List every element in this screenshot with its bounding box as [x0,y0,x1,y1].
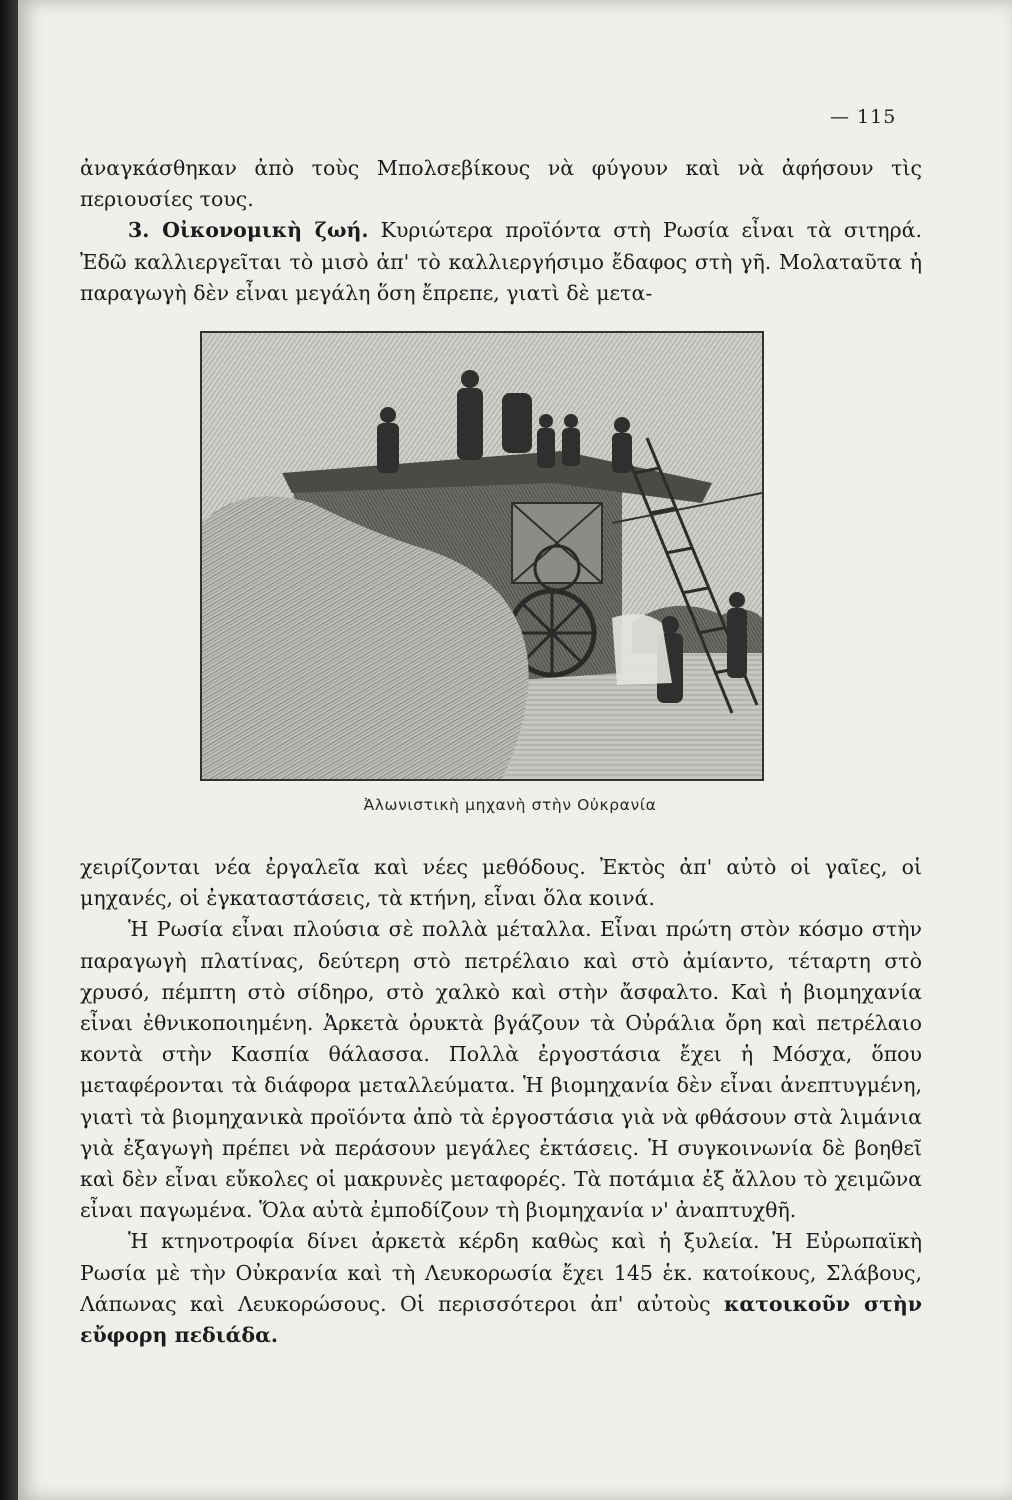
page-binding-edge [0,0,18,1500]
paragraph-metals: Ἡ Ρωσία εἶναι πλούσια σὲ πολλὰ μέταλλα. Εἶναι πρώτη στὸν κόσμο στὴν παραγωγὴ πλατίνας, δεύτερη στὸ πετρέλαιο καὶ στὸ ἀμίαντο, τέταρτη στὸ χρυσό, πέμπτη στὸ σίδηρο, στὸ χαλκὸ καὶ στὴν ἄσφαλτο. Καὶ ἡ βιομηχανία εἶναι ἐθνικοποιημένη. Ἀρκετὰ ὀρυκτὰ βγάζουν τὰ Οὐράλια ὄρη καὶ πετρέλαιο κοντὰ στὴν Κασπία θάλασσα. Πολλὰ ἐργοστάσια ἔχει ἡ Μόσχα, ὅπου μεταφέρονται τὰ διάφορα μεταλλεύματα. Ἡ βιομηχανία δὲν εἶναι ἀνεπτυγμένη, γιατὶ τὰ βιομηχανικὰ προϊόντα ἀπὸ τὰ ἐργοστάσια γιὰ νὰ φθάσουν στὰ λιμάνια γιὰ ἐξαγωγὴ πρέπει νὰ περάσουν μεγάλες ἐκτάσεις. Ἡ συγκοινωνία δὲ βοηθεῖ καὶ δὲν εἶναι εὔκολες οἱ μακρυνὲς μεταφορές. Τὰ ποτάμια ἐξ ἄλλου τὸ χειμῶνα εἶναι παγωμένα. Ὅλα αὐτὰ ἐμποδίζουν τὴ βιομηχανία ν' ἀναπτυχθῆ. [80,917,922,1223]
paragraph-livestock-tail: κατοικοῦν στὴν εὔφορη πεδιάδα. [80,1291,922,1348]
engraving-image [202,333,762,779]
book-page [18,0,1012,1500]
paragraph-livestock [80,1226,922,1351]
paragraph-tools: χειρίζονται νέα ἐργαλεῖα καὶ νέες μεθόδους. Ἐκτὸς ἀπ' αὐτὸ οἱ γαῖες, οἱ μηχανές, οἱ ἐγκαταστάσεις, τὰ κτήνη, εἶναι ὅλα κοινά. [80,855,922,911]
threshing-machine-illustration [200,331,764,781]
top-text-block [80,153,922,309]
page-number: — 115 [830,106,897,128]
section-economic-life [80,215,922,309]
section-body: Κυριώτερα προϊόντα στὴ Ρωσία εἶναι τὰ σιτηρά. Ἐδῶ καλλιεργεῖται τὸ μισὸ ἀπ' τὸ καλλιεργήσιμο ἔδαφος στὴ γῆ. Μολαταῦτα ἡ παραγωγὴ δὲν εἶναι μεγάλη ὅση ἔπρεπε, γιατὶ δὲ μετα- [80,218,922,305]
bottom-text-block [80,852,922,1351]
paragraph-intro: ἀναγκάσθηκαν ἀπὸ τοὺς Μπολσεβίκους νὰ φύγουν καὶ νὰ ἀφήσουν τὶς περιουσίες τους. [80,156,922,212]
figure-caption: Ἀλωνιστικὴ μηχανὴ στὴν Οὐκρανία [363,796,657,814]
paragraph-livestock-main: Ἡ κτηνοτροφία δίνει ἀρκετὰ κέρδη καθὼς καὶ ἡ ξυλεία. Ἡ Εὐρωπαϊκὴ Ρωσία μὲ τὴν Οὐκρανία καὶ τὴ Λευκορωσία ἔχει 145 ἑκ. κατοίκους, Σλάβους, Λάπωνας καὶ Λευκορώσους. Οἱ περισσότεροι ἀπ' αὐτοὺς [80,1229,922,1316]
section-heading: 3. Οἰκονομικὴ ζωή. [128,218,369,243]
